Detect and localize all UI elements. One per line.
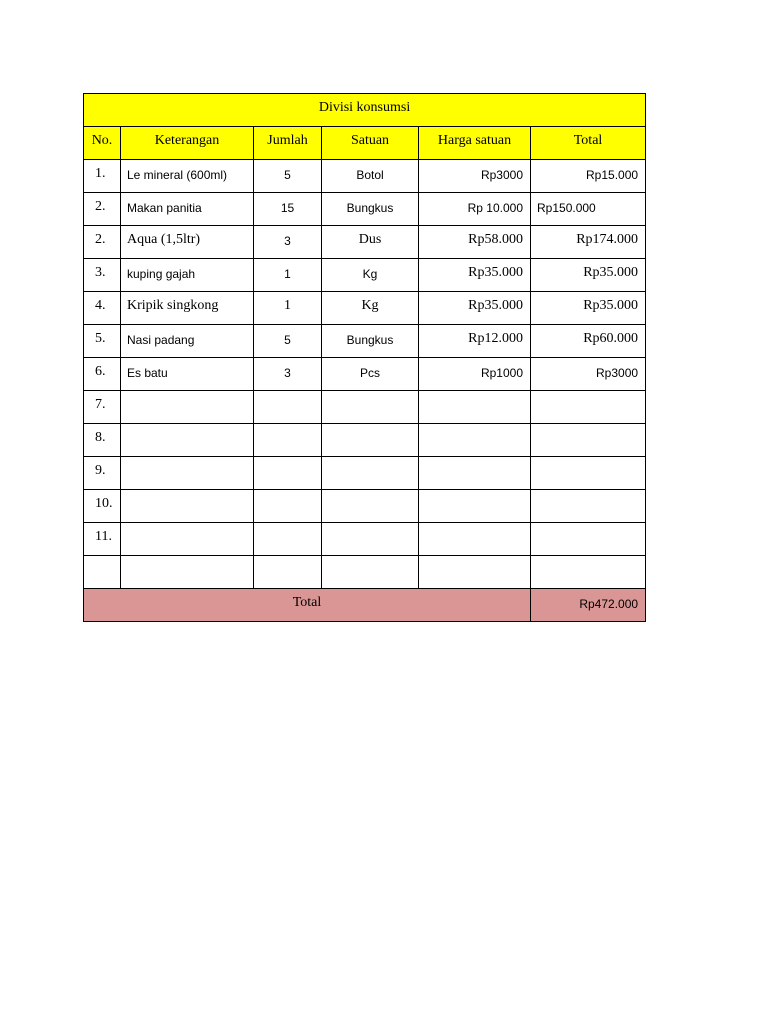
- item-description: kuping gajah: [121, 259, 254, 292]
- item-unit-price: Rp 10.000: [419, 193, 531, 226]
- item-unit-price: [419, 391, 531, 424]
- item-total: [531, 490, 646, 523]
- item-description: [121, 424, 254, 457]
- table-row: [84, 226, 646, 259]
- item-description: Makan panitia: [121, 193, 254, 226]
- item-unit-price: [419, 457, 531, 490]
- item-unit-price: Rp35.000: [419, 292, 531, 325]
- item-total: Rp3000: [531, 358, 646, 391]
- item-quantity: 3: [254, 226, 322, 259]
- item-quantity: 5: [254, 325, 322, 358]
- table-row: [84, 358, 646, 391]
- row-number: 4.: [84, 292, 121, 325]
- item-description: [121, 490, 254, 523]
- row-number: 10.: [84, 490, 121, 523]
- table-row: [84, 523, 646, 556]
- item-unit: [322, 457, 419, 490]
- item-quantity: 1: [254, 259, 322, 292]
- item-total: Rp15.000: [531, 160, 646, 193]
- title-row: [84, 94, 646, 127]
- row-number: [84, 556, 121, 589]
- item-unit: Dus: [322, 226, 419, 259]
- item-total: Rp60.000: [531, 325, 646, 358]
- item-unit: Bungkus: [322, 325, 419, 358]
- table-row: [84, 325, 646, 358]
- item-unit: [322, 523, 419, 556]
- table-title: Divisi konsumsi: [84, 94, 646, 127]
- table-row: [84, 391, 646, 424]
- item-total: Rp174.000: [531, 226, 646, 259]
- item-unit: Botol: [322, 160, 419, 193]
- item-description: Aqua (1,5ltr): [121, 226, 254, 259]
- item-total: [531, 391, 646, 424]
- table-row: [84, 556, 646, 589]
- item-total: [531, 457, 646, 490]
- item-total: [531, 556, 646, 589]
- row-number: 5.: [84, 325, 121, 358]
- item-quantity: [254, 523, 322, 556]
- table-row: [84, 292, 646, 325]
- table-row: [84, 424, 646, 457]
- item-quantity: 3: [254, 358, 322, 391]
- item-total: Rp150.000: [531, 193, 646, 226]
- item-description: [121, 391, 254, 424]
- item-unit-price: [419, 523, 531, 556]
- item-unit: Bungkus: [322, 193, 419, 226]
- header-jumlah: Jumlah: [254, 127, 322, 160]
- total-label: Total: [84, 589, 531, 622]
- item-unit: [322, 424, 419, 457]
- item-unit-price: Rp12.000: [419, 325, 531, 358]
- table-row: [84, 490, 646, 523]
- row-number: 7.: [84, 391, 121, 424]
- item-total: [531, 523, 646, 556]
- item-unit-price: [419, 556, 531, 589]
- total-row: [84, 589, 646, 622]
- row-number: 3.: [84, 259, 121, 292]
- header-no: No.: [84, 127, 121, 160]
- consumption-budget-table: [83, 93, 646, 622]
- item-unit: [322, 556, 419, 589]
- grand-total-value: Rp472.000: [531, 589, 646, 622]
- item-description: Le mineral (600ml): [121, 160, 254, 193]
- item-total: Rp35.000: [531, 292, 646, 325]
- row-number: 2.: [84, 193, 121, 226]
- item-unit-price: Rp35.000: [419, 259, 531, 292]
- item-unit-price: [419, 424, 531, 457]
- item-unit: [322, 391, 419, 424]
- item-quantity: [254, 490, 322, 523]
- row-number: 2.: [84, 226, 121, 259]
- item-quantity: [254, 391, 322, 424]
- item-quantity: [254, 457, 322, 490]
- item-unit: [322, 490, 419, 523]
- item-unit-price: Rp3000: [419, 160, 531, 193]
- item-unit-price: Rp1000: [419, 358, 531, 391]
- header-total: Total: [531, 127, 646, 160]
- row-number: 9.: [84, 457, 121, 490]
- row-number: 6.: [84, 358, 121, 391]
- item-unit: Pcs: [322, 358, 419, 391]
- item-description: [121, 556, 254, 589]
- header-row: [84, 127, 646, 160]
- row-number: 1.: [84, 160, 121, 193]
- table-row: [84, 160, 646, 193]
- item-quantity: [254, 424, 322, 457]
- table-row: [84, 259, 646, 292]
- item-unit-price: Rp58.000: [419, 226, 531, 259]
- row-number: 8.: [84, 424, 121, 457]
- item-description: [121, 457, 254, 490]
- table-row: [84, 193, 646, 226]
- item-total: Rp35.000: [531, 259, 646, 292]
- header-harga-satuan: Harga satuan: [419, 127, 531, 160]
- item-unit: Kg: [322, 292, 419, 325]
- item-quantity: 5: [254, 160, 322, 193]
- item-quantity: [254, 556, 322, 589]
- item-quantity: 15: [254, 193, 322, 226]
- item-unit: Kg: [322, 259, 419, 292]
- item-description: Kripik singkong: [121, 292, 254, 325]
- row-number: 11.: [84, 523, 121, 556]
- header-satuan: Satuan: [322, 127, 419, 160]
- item-quantity: 1: [254, 292, 322, 325]
- item-description: Nasi padang: [121, 325, 254, 358]
- item-total: [531, 424, 646, 457]
- item-description: Es batu: [121, 358, 254, 391]
- table-row: [84, 457, 646, 490]
- item-description: [121, 523, 254, 556]
- item-unit-price: [419, 490, 531, 523]
- header-keterangan: Keterangan: [121, 127, 254, 160]
